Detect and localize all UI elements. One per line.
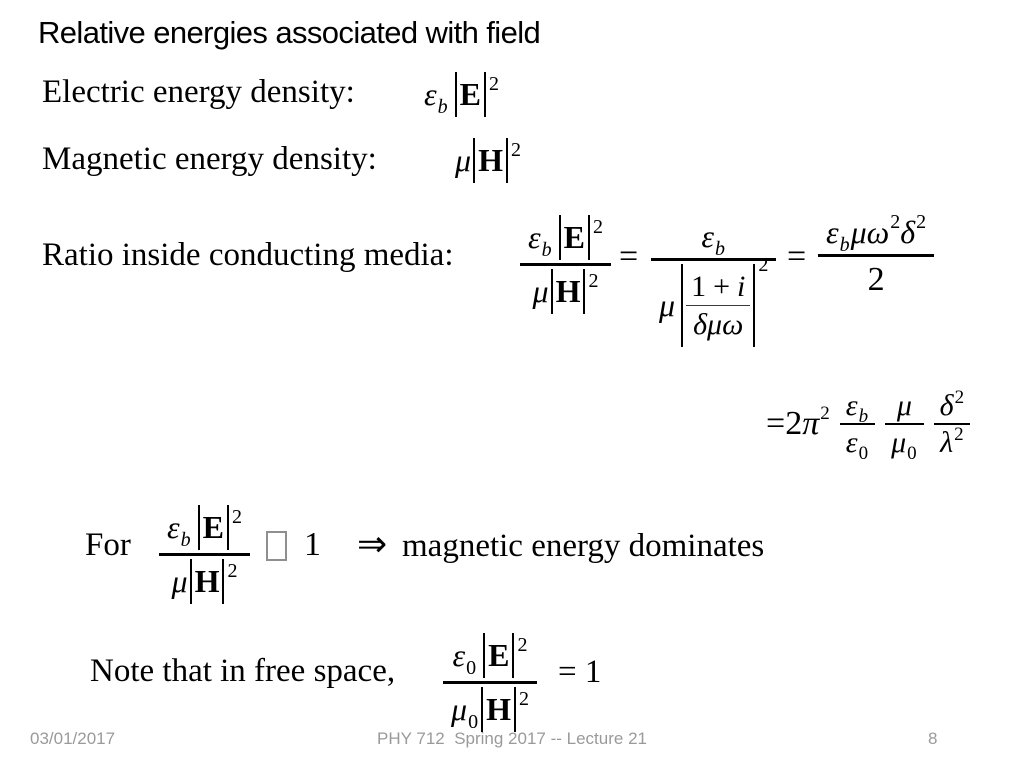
mu-symbol: μ bbox=[532, 272, 549, 309]
pi-symbol: π bbox=[802, 405, 820, 442]
note-label: Note that in free space, bbox=[90, 653, 396, 689]
E-field-symbol: E bbox=[563, 219, 585, 255]
mu-symbol: μ bbox=[850, 214, 867, 250]
abs-bars bbox=[551, 269, 586, 314]
exponent-2: 2 bbox=[488, 73, 499, 95]
subscript-0: 0 bbox=[907, 443, 917, 464]
exponent-2: 2 bbox=[954, 424, 964, 445]
for-label: For bbox=[85, 527, 131, 563]
free-space-fraction bbox=[443, 630, 537, 735]
continuation-equation bbox=[766, 387, 970, 464]
mu-symbol: μ bbox=[891, 426, 907, 459]
mu-ratio-fraction bbox=[885, 388, 924, 464]
for-condition-fraction bbox=[159, 502, 250, 607]
abs-bars bbox=[483, 633, 514, 678]
exponent-2: 2 bbox=[592, 216, 603, 238]
delta-lambda-fraction bbox=[934, 388, 970, 460]
epsilon-symbol: ε bbox=[845, 426, 858, 459]
fraction-numerator bbox=[818, 211, 934, 254]
ratio-rhs-fraction bbox=[818, 211, 934, 302]
slide-title: Relative energies associated with field bbox=[38, 15, 541, 50]
E-field-symbol: E bbox=[202, 509, 224, 545]
electric-density-formula bbox=[424, 72, 499, 117]
inner-denominator: δμω bbox=[693, 307, 744, 341]
subscript-0: 0 bbox=[858, 443, 869, 464]
fraction-denominator bbox=[164, 556, 246, 607]
exponent-2: 2 bbox=[588, 269, 599, 292]
H-field-symbol: H bbox=[486, 690, 511, 727]
equals-sign: = bbox=[766, 405, 786, 442]
exponent-2: 2 bbox=[227, 559, 238, 582]
mu-symbol: μ bbox=[455, 142, 472, 178]
exponent-2: 2 bbox=[916, 211, 927, 233]
epsilon-symbol: ε bbox=[528, 219, 541, 255]
fraction-numerator bbox=[445, 630, 536, 681]
one-digit: 1 bbox=[691, 269, 707, 303]
inner-fraction bbox=[686, 268, 750, 343]
lambda-symbol: λ bbox=[940, 426, 954, 459]
electric-density-label: Electric energy density: bbox=[42, 74, 355, 110]
epsilon-symbol: ε bbox=[826, 214, 839, 250]
equals-one: = 1 bbox=[558, 654, 602, 690]
subscript-0: 0 bbox=[468, 710, 479, 733]
fraction-numerator bbox=[934, 388, 970, 423]
fraction-numerator bbox=[693, 215, 734, 258]
subscript-b: b bbox=[714, 238, 725, 260]
mu-symbol: μ bbox=[659, 286, 676, 323]
abs-bars bbox=[559, 215, 590, 260]
footer-date: 03/01/2017 bbox=[30, 729, 116, 748]
fraction-denominator bbox=[840, 425, 875, 464]
mu-symbol: μ bbox=[171, 562, 188, 599]
fraction-denominator bbox=[525, 266, 607, 317]
exponent-2: 2 bbox=[758, 254, 769, 277]
fraction-numerator bbox=[520, 212, 611, 263]
fraction-denominator bbox=[651, 254, 776, 350]
missing-glyph-box bbox=[266, 531, 287, 561]
epsilon-symbol: ε bbox=[701, 218, 714, 254]
subscript-b: b bbox=[541, 239, 552, 261]
H-field-symbol: H bbox=[555, 272, 581, 309]
footer-page-number: 8 bbox=[928, 729, 938, 748]
abs-bars bbox=[198, 505, 229, 550]
exponent-2: 2 bbox=[820, 403, 830, 424]
exponent-2: 2 bbox=[517, 634, 528, 656]
exponent-2: 2 bbox=[510, 139, 521, 161]
fraction-denominator bbox=[885, 425, 924, 464]
ratio-label: Ratio inside conducting media: bbox=[42, 237, 454, 273]
implies-arrow: ⇒ bbox=[357, 524, 388, 564]
subscript-b: b bbox=[858, 406, 869, 427]
omega-symbol: ω bbox=[866, 214, 890, 250]
inner-numerator bbox=[686, 268, 750, 305]
exponent-2: 2 bbox=[954, 387, 965, 408]
abs-bars bbox=[481, 687, 516, 732]
E-field-symbol: E bbox=[488, 637, 510, 673]
magnetic-density-label: Magnetic energy density: bbox=[42, 141, 377, 177]
exponent-2: 2 bbox=[518, 687, 529, 710]
imaginary-i: i bbox=[736, 269, 746, 303]
fraction-denominator bbox=[443, 684, 537, 735]
fraction-denominator bbox=[934, 425, 970, 460]
dominates-text: magnetic energy dominates bbox=[402, 528, 765, 564]
delta-symbol: δ bbox=[939, 389, 954, 422]
equals-sign: = bbox=[787, 238, 807, 275]
subscript-0: 0 bbox=[466, 657, 477, 679]
magnetic-density-formula bbox=[455, 138, 521, 183]
subscript-b: b bbox=[180, 529, 191, 551]
one-value: 1 bbox=[304, 526, 321, 563]
fraction-denominator bbox=[860, 257, 893, 302]
epsilon-symbol: ε bbox=[167, 509, 180, 545]
exponent-2: 2 bbox=[890, 211, 901, 233]
epsilon-symbol: ε bbox=[452, 637, 466, 673]
footer-course: PHY 712 Spring 2017 -- Lecture 21 bbox=[377, 729, 647, 748]
fraction-numerator bbox=[840, 388, 875, 427]
ratio-lhs-fraction bbox=[520, 212, 611, 317]
ratio-mid-fraction bbox=[651, 215, 776, 350]
two-digit: 2 bbox=[867, 260, 885, 298]
subscript-b: b bbox=[839, 234, 850, 256]
equals-two-pi-squared bbox=[766, 405, 830, 443]
E-field-symbol: E bbox=[459, 76, 481, 112]
abs-bars bbox=[190, 559, 225, 604]
delta-symbol: δ bbox=[900, 214, 916, 250]
two-digit: 2 bbox=[785, 405, 803, 442]
epsilon-symbol: ε bbox=[845, 389, 858, 422]
epsilon-ratio-fraction bbox=[840, 388, 875, 464]
exponent-2: 2 bbox=[231, 506, 242, 528]
subscript-b: b bbox=[437, 96, 448, 118]
epsilon-symbol: ε bbox=[424, 76, 437, 112]
fraction-numerator bbox=[891, 388, 918, 423]
mu-symbol: μ bbox=[896, 389, 912, 422]
fraction-numerator bbox=[159, 502, 250, 553]
plus-sign: + bbox=[713, 269, 730, 303]
mu-symbol: μ bbox=[451, 690, 468, 727]
abs-bars bbox=[455, 72, 486, 117]
abs-bars bbox=[681, 264, 755, 347]
H-field-symbol: H bbox=[478, 142, 503, 178]
H-field-symbol: H bbox=[194, 562, 220, 599]
equals-sign: = bbox=[619, 238, 639, 275]
abs-bars bbox=[473, 138, 508, 183]
